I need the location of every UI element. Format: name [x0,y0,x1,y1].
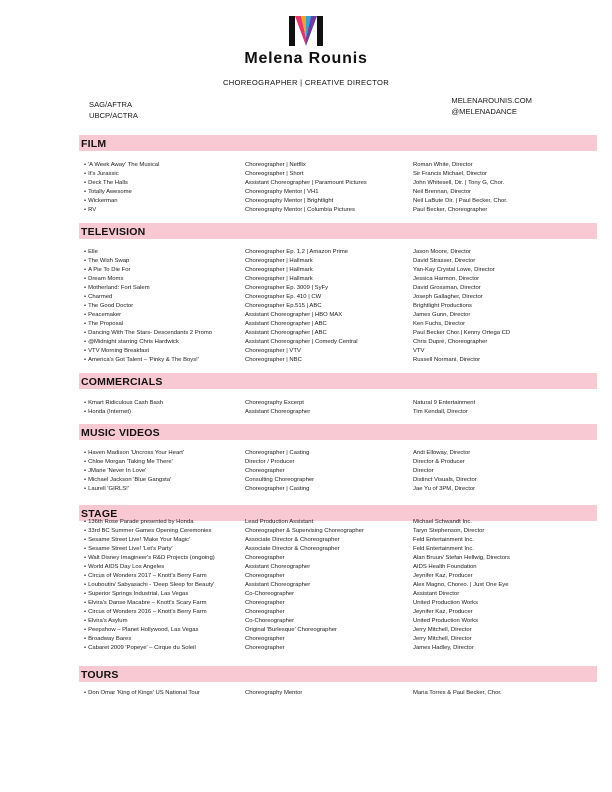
bullet-icon: • [84,321,87,327]
section-header-music-videos [79,424,597,440]
subtitle: CHOREOGRAPHER | CREATIVE DIRECTOR [222,78,390,87]
credit-role: Choreographer | NBC [245,357,302,363]
credit-title-text: Laurell 'GIRLS!' [88,486,129,492]
credit-title-text: 33rd BC Summer Games Opening Ceremonies [88,528,212,534]
bullet-icon: • [84,528,87,534]
credit-role: Lead Production Assistant [245,519,314,525]
credit-contact: Assistant Director [413,591,460,597]
credit-contact: VTV [413,348,425,354]
credit-title [84,599,242,608]
credit-title [84,449,242,458]
credit-row [0,449,612,458]
credit-contact: Director & Producer [413,459,465,465]
logo-icon [289,16,323,46]
credit-role: Original 'Burlesque' Choreographer [245,627,337,633]
credit-row [0,476,612,485]
credit-role: Choreographer | Netflix [245,162,306,168]
bullet-icon: • [84,171,87,177]
credit-title [84,635,242,644]
credit-row [0,590,612,599]
credit-title-text: VTV Morning Breakfast [88,348,149,354]
credit-title [84,408,242,417]
bullet-icon: • [84,582,87,588]
bullet-icon: • [84,400,87,406]
credit-contact: John Whitesell, Dir. | Tony G, Chor. [413,180,505,186]
credit-title-text: Peepshow – Planet Hollywood, Las Vegas [88,627,199,633]
credit-row [0,257,612,266]
credit-title [84,356,242,365]
credit-title [84,572,242,581]
credit-title-text: Totally Awesome [88,189,132,195]
credit-role: Assistant Choreographer | HBO MAX [245,312,343,318]
credit-title-text: 136th Rose Parade presented by Honda [88,519,194,525]
credit-role: Assistant Choreographer | Paramount Pictures [245,180,367,186]
credit-role: Choreographer Ep.515 | ABC [245,303,322,309]
bullet-icon: • [84,537,87,543]
credit-row [0,518,612,527]
credit-title-text: Peacemaker [88,312,122,318]
credit-title-text: Honda (Internet) [88,409,131,415]
credit-title-text: America's Got Talent – 'Pinky & The Boys!' [88,357,199,363]
social-handle[interactable]: @MELENADANCE [451,107,517,116]
website-link[interactable]: MELENAROUNIS.COM [451,96,532,105]
section-title: STAGE [81,508,118,520]
bullet-icon: • [84,690,87,696]
credit-contact: Jae Yu of 3PM, Director [413,486,476,492]
credit-title [84,581,242,590]
credit-title-text: Dream Moms [88,276,124,282]
credit-title [84,554,242,563]
credit-row [0,266,612,275]
credit-title [84,179,242,188]
credit-row [0,608,612,617]
credit-row [0,179,612,188]
credit-role: Choreographer | VTV [245,348,301,354]
credit-role: Choreographer [245,573,285,579]
credit-row [0,170,612,179]
credit-role: Choreographer [245,636,285,642]
credit-row [0,284,612,293]
credit-contact: Neil Brennan, Director [413,189,471,195]
credit-role: Choreographer [245,468,285,474]
credit-role: Choreographer Ep. 1,2 | Amazon Prime [245,249,349,255]
bullet-icon: • [84,180,87,186]
credit-contact: Ken Fuchs, Director [413,321,466,327]
credit-row [0,206,612,215]
credit-title [84,347,242,356]
bullet-icon: • [84,618,87,624]
section-title: TOURS [81,669,119,681]
credit-title-text: Motherland: Fort Salem [88,285,150,291]
credit-role: Choreographer [245,645,285,651]
bullet-icon: • [84,486,87,492]
credit-title-text: Sesame Street Live! 'Make Your Magic' [88,537,191,543]
credit-title [84,170,242,179]
section-header-television [79,223,597,239]
bullet-icon: • [84,409,87,415]
bullet-icon: • [84,450,87,456]
credit-contact: United Production Works [413,618,479,624]
credit-title [84,608,242,617]
credit-title [84,617,242,626]
credit-contact: Sir Francis Michael, Director [413,171,487,177]
credit-role: Assistant Choreographer | ABC [245,321,327,327]
credit-title-text: It's Jurassic [88,171,119,177]
credit-title-text: Wickerman [88,198,118,204]
credit-contact: Jerry Mitchell, Director [413,636,472,642]
credit-title [84,626,242,635]
credit-title [84,248,242,257]
bullet-icon: • [84,162,87,168]
credit-contact: Taryn Stephenson, Director [413,528,485,534]
bullet-icon: • [84,249,87,255]
credit-title [84,284,242,293]
credit-role: Choreographer [245,609,285,615]
credit-role: Choreographer | Casting [245,486,310,492]
credit-title [84,197,242,206]
credit-title [84,329,242,338]
credit-contact: Jerry Mitchell, Director [413,627,472,633]
credit-title [84,563,242,572]
credit-row [0,399,612,408]
credit-title-text: Dancing With The Stars- Descendants 2 Promo [88,330,213,336]
credit-row [0,617,612,626]
page-title: Melena Rounis [244,50,368,67]
bullet-icon: • [84,207,87,213]
credit-row [0,635,612,644]
credit-title-text: Walt Disney Imagineer's R&D Projects (ongoing) [88,555,215,561]
credit-contact: Alan Bruun/ Stefan Hellwig, Directors [413,555,510,561]
credit-contact: Jason Moore, Director [413,249,471,255]
credit-role: Choreography Mentor | Brightlight [245,198,334,204]
credit-contact: Jessica Harmon, Director [413,276,480,282]
bullet-icon: • [84,348,87,354]
credit-title [84,467,242,476]
credit-title-text: The Wish Swap [88,258,130,264]
credit-title [84,545,242,554]
credit-contact: United Production Works [413,600,479,606]
credit-title [84,266,242,275]
credit-contact: Paul Becker Chor.| Kenny Ortega CD [413,330,511,336]
credit-role: Assistant Choreographer | ABC [245,330,327,336]
section-header-film [79,135,597,151]
credit-role: Choreographer [245,555,285,561]
credit-role: Associate Director & Choreographer [245,546,340,552]
union-line: SAG/AFTRA [89,100,133,109]
credit-row [0,320,612,329]
credit-role: Choreographer & Supervising Choreographer [245,528,364,534]
credit-title [84,536,242,545]
credit-title [84,161,242,170]
credit-contact: Michael Schwandt Inc. [413,519,472,525]
credit-row [0,293,612,302]
credit-title-text: Chloe Morgan 'Taking Me There' [88,459,173,465]
credit-title-text: A Pie To Die For [88,267,131,273]
credit-title-text: JMarie 'Never In Love' [88,468,147,474]
bullet-icon: • [84,519,87,525]
credit-contact: Andi Elloway, Director [413,450,471,456]
credit-title-text: Superior Springs Industrial, Las Vegas [88,591,189,597]
credit-title-text: Sesame Street Live! 'Let's Party' [88,546,173,552]
bullet-icon: • [84,330,87,336]
bullet-icon: • [84,276,87,282]
credit-role: Assistant Choreographer [245,582,311,588]
credit-title [84,188,242,197]
bullet-icon: • [84,591,87,597]
credit-title [84,275,242,284]
bullet-icon: • [84,189,87,195]
credit-row [0,545,612,554]
credit-title [84,689,242,698]
bullet-icon: • [84,468,87,474]
bullet-icon: • [84,312,87,318]
credit-row [0,467,612,476]
credit-row [0,563,612,572]
bullet-icon: • [84,636,87,642]
credit-title-text: Circus of Wonders 2016 – Knott's Berry Farm [88,609,207,615]
credit-title [84,320,242,329]
bullet-icon: • [84,198,87,204]
credit-role: Choreographer Ep. 3009 | SyFy [245,285,329,291]
credit-row [0,689,612,698]
credit-contact: Natural 9 Entertainment [413,400,476,406]
credit-row [0,197,612,206]
credit-title-text: World AIDS Day Los Angeles [88,564,165,570]
credit-role: Choreographer [245,600,285,606]
bullet-icon: • [84,357,87,363]
credit-row [0,554,612,563]
credit-row [0,408,612,417]
bullet-icon: • [84,294,87,300]
credit-title [84,458,242,467]
credit-contact: Director [413,468,434,474]
credit-title-text: Deck The Halls [88,180,128,186]
credit-role: Director / Producer [245,459,295,465]
bullet-icon: • [84,303,87,309]
credit-title-text: Elvira's Danse Macabre – Knott's Scary Farm [88,600,207,606]
credit-title-text: @Midnight starring Chris Hardwick [88,339,179,345]
credit-title [84,527,242,536]
credit-role: Consulting Choreographer [245,477,315,483]
credit-row [0,644,612,653]
bullet-icon: • [84,600,87,606]
credit-row [0,347,612,356]
credit-role: Assistant Choreographer [245,409,311,415]
credit-role: Choreography Mentor [245,690,303,696]
credit-contact: Russell Normani, Director [413,357,481,363]
credit-title-text: Kmart Ridiculous Cash Bash [88,400,164,406]
credit-role: Choreographer | Hallmark [245,267,313,273]
credit-title-text: Charmed [88,294,113,300]
credit-contact: Feld Entertainment Inc. [413,537,474,543]
credit-row [0,356,612,365]
credit-role: Choreography Mentor | VH1 [245,189,319,195]
section-title: TELEVISION [81,226,146,238]
credit-contact: Tim Kendall, Director [413,409,468,415]
section-header-tours [79,666,597,682]
credit-contact: James Gunn, Director [413,312,471,318]
bullet-icon: • [84,645,87,651]
bullet-icon: • [84,285,87,291]
credit-contact: AIDS Health Foundation [413,564,477,570]
credit-title [84,590,242,599]
credit-role: Choreographer | Casting [245,450,310,456]
credit-title [84,311,242,320]
credit-title [84,293,242,302]
credit-title [84,338,242,347]
credit-title-text: Elvira's Asylum [88,618,128,624]
bullet-icon: • [84,477,87,483]
union-line: UBCP/ACTRA [89,111,138,120]
credit-role: Assistant Choreographer [245,564,311,570]
credit-title [84,644,242,653]
credit-contact: Joseph Gallagher, Director [413,294,483,300]
credit-role: Co-Choreographer [245,591,295,597]
credit-row [0,188,612,197]
credit-contact: Jeynifer Kaz, Producer [413,609,473,615]
credit-title [84,518,242,527]
credit-row [0,572,612,581]
credit-row [0,275,612,284]
bullet-icon: • [84,573,87,579]
credit-title [84,485,242,494]
credit-title-text: Don Omar 'King of Kings' US National Tour [88,690,200,696]
unions-block [89,99,138,121]
credit-contact: Maria Torres & Paul Becker, Chor. [413,690,502,696]
credit-row [0,329,612,338]
credit-title [84,206,242,215]
section-header-commercials [79,373,597,389]
credit-title-text: Haven Madison 'Uncross Your Heart' [88,450,184,456]
credit-row [0,536,612,545]
credit-role: Choreographer Ep. 410 | CW [245,294,322,300]
credit-row [0,248,612,257]
bullet-icon: • [84,555,87,561]
credit-title [84,399,242,408]
credit-role: Co-Choreographer [245,618,295,624]
credit-title-text: The Good Doctor [88,303,134,309]
credit-role: Choreographer | Hallmark [245,276,313,282]
bullet-icon: • [84,258,87,264]
section-title: COMMERCIALS [81,376,163,388]
credit-contact: David Strasser, Director [413,258,476,264]
credit-contact: James Hadley, Director [413,645,474,651]
credit-contact: Chris Dupré, Choreographer [413,339,488,345]
section-title: MUSIC VIDEOS [81,427,160,439]
credit-contact: Yan-Kay Crystal Lowe, Director [413,267,495,273]
bullet-icon: • [84,564,87,570]
credit-role: Assistant Choreographer | Comedy Central [245,339,358,345]
credit-title-text: Louboutin/ Sabyasachi - 'Deep Sleep for Beauty' [88,582,215,588]
credit-row [0,527,612,536]
contact-block [451,95,532,117]
bullet-icon: • [84,339,87,345]
credit-title-text: Broadway Bares [88,636,132,642]
credit-contact: Neil LaBute Dir. | Paul Becker, Chor. [413,198,508,204]
credit-contact: Paul Becker, Choreographer [413,207,488,213]
credit-title-text: Elle [88,249,98,255]
bullet-icon: • [84,546,87,552]
credit-contact: Jeynifer Kaz, Producer [413,573,473,579]
credit-role: Choreographer | Short [245,171,304,177]
credit-contact: Roman White, Director [413,162,473,168]
credit-contact: Feld Entertainment Inc. [413,546,474,552]
credit-role: Choreographer | Hallmark [245,258,313,264]
credit-row [0,626,612,635]
credit-row [0,458,612,467]
credit-role: Choreography Mentor | Columbia Pictures [245,207,355,213]
credit-row [0,485,612,494]
bullet-icon: • [84,459,87,465]
section-title: FILM [81,138,107,150]
credit-title-text: The Proposal [88,321,124,327]
bullet-icon: • [84,627,87,633]
credit-contact: Distinct Visuals, Director [413,477,477,483]
credit-title-text: 'A Week Away' The Musical [88,162,160,168]
credit-title-text: Michael Jackson 'Blue Gangsta' [88,477,172,483]
credit-role: Associate Director & Choreographer [245,537,340,543]
credit-title-text: RV [88,207,97,213]
credit-row [0,599,612,608]
credit-title [84,257,242,266]
credit-contact: Brightlight Productions [413,303,472,309]
credit-title [84,476,242,485]
credit-title-text: Cabaret 2009 'Popeye' – Cirque du Soleil [88,645,196,651]
credit-contact: Alex Magno, Choreo. | Just One Eye [413,582,509,588]
credit-row [0,581,612,590]
credit-role: Choreography Excerpt [245,400,304,406]
bullet-icon: • [84,267,87,273]
credit-title [84,302,242,311]
credit-row [0,338,612,347]
credit-row [0,302,612,311]
credit-contact: David Grossman, Director [413,285,481,291]
bullet-icon: • [84,609,87,615]
credit-row [0,161,612,170]
credit-row [0,311,612,320]
credit-title-text: Circus of Wonders 2017 – Knott's Berry Farm [88,573,207,579]
